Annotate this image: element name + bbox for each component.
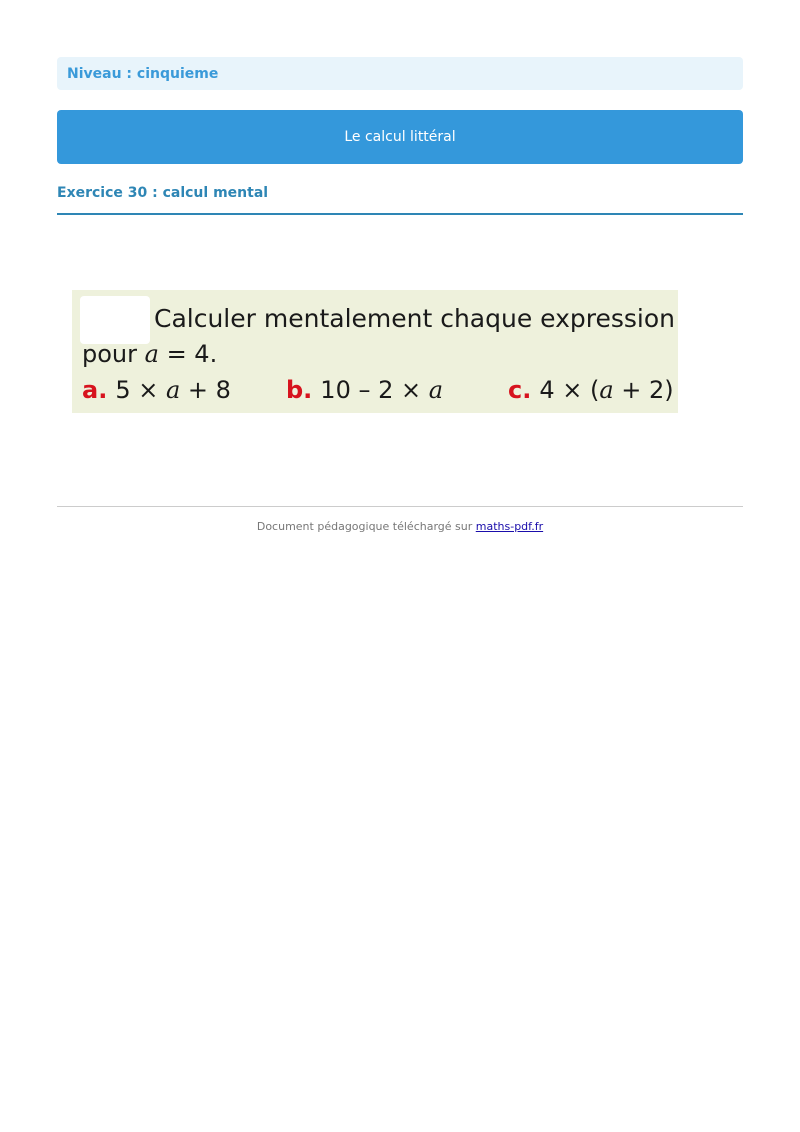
expr-pre: 4 × ( <box>539 376 600 404</box>
expression-item-b <box>286 376 443 404</box>
redacted-patch <box>80 296 150 344</box>
lesson-title-banner <box>57 110 743 164</box>
expr-post: + 8 <box>180 376 231 404</box>
footer-link[interactable]: maths-pdf.fr <box>475 520 544 533</box>
expr-var: a <box>428 376 444 404</box>
level-badge <box>57 57 743 90</box>
expression-item-c <box>508 376 674 404</box>
expr-pre: 10 – 2 × <box>320 376 429 404</box>
expr-var: a <box>599 376 614 404</box>
expr-post: + 2) <box>613 376 674 404</box>
page-footer <box>57 506 743 533</box>
exercise-image <box>72 290 678 413</box>
item-label: a. <box>82 376 108 404</box>
instruction-suffix: = 4. <box>158 340 218 368</box>
instruction-line-1: Calculer mentalement chaque expression <box>154 304 676 333</box>
level-text: Niveau : cinquieme <box>67 65 219 82</box>
instruction-prefix: pour <box>82 340 145 368</box>
item-label: c. <box>508 376 532 404</box>
expr-pre: 5 × <box>115 376 166 404</box>
instruction-variable: a <box>144 340 159 368</box>
instruction-line-2 <box>82 340 217 368</box>
footer-text: Document pédagogique téléchargé sur <box>256 520 476 533</box>
expression-item-a <box>82 376 231 404</box>
exercise-heading: Exercice 30 : calcul mental <box>57 185 743 215</box>
lesson-title: Le calcul littéral <box>344 129 456 145</box>
item-label: b. <box>286 376 313 404</box>
expr-var: a <box>165 376 181 404</box>
